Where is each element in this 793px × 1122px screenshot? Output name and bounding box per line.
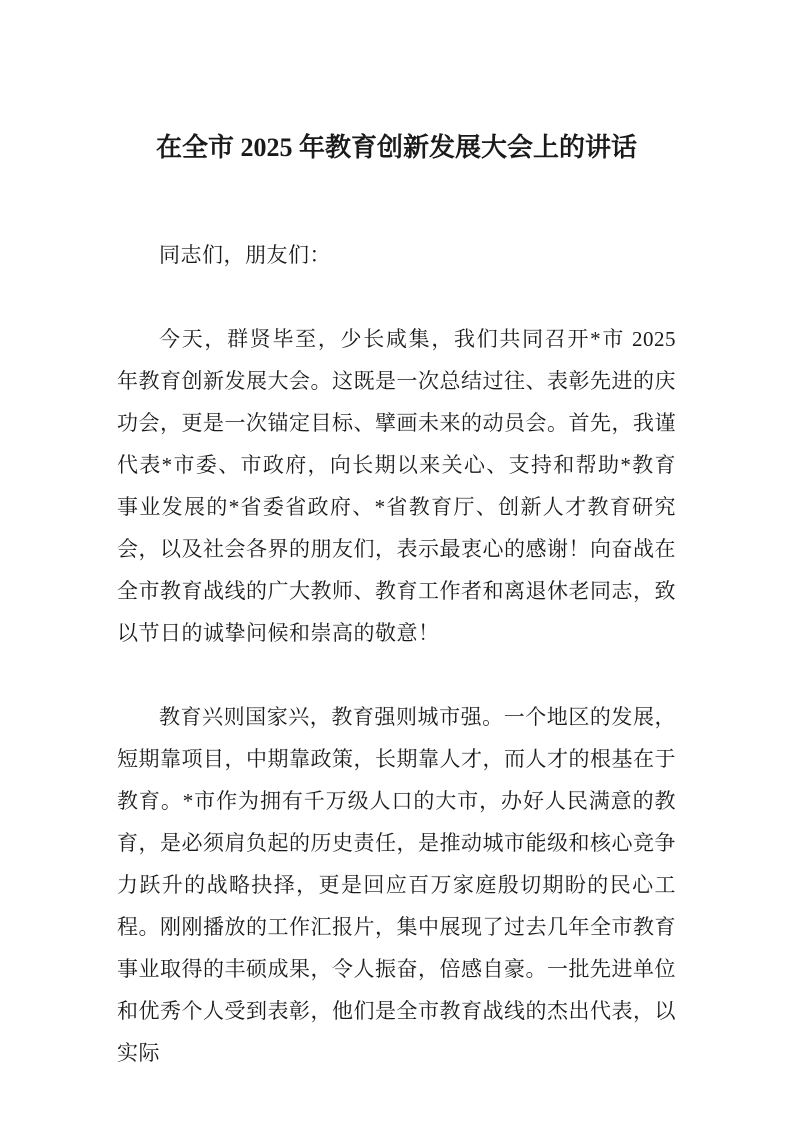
document-title: 在全市 2025 年教育创新发展大会上的讲话: [155, 133, 637, 162]
paragraph-education-importance: 教育兴则国家兴，教育强则城市强。一个地区的发展，短期靠项目，中期靠政策，长期靠人才，而人才的根基在于教育。*市作为拥有千万级人口的大市，办好人民满意的教育，是必须肩负起的历史责任，是推动城市能级和核心竞争力跃升的战略抉择，更是回应百万家庭殷切期盼的民心工程。刚刚播放的工作汇报片，集中展现了过去几年全市教育事业取得的丰硕成果，令人振奋，倍感自豪。一批先进单位和优秀个人受到表彰，他们是全市教育战线的杰出代表，以实际: [117, 705, 676, 1065]
salutation-line: 同志们，朋友们：: [159, 243, 331, 267]
paragraph-opening: 今天，群贤毕至，少长咸集，我们共同召开*市 2025 年教育创新发展大会。这既是一次总结过往、表彰先进的庆功会，更是一次锚定目标、擘画未来的动员会。首先，我谨代表*市委、市政府，向长期以来关心、支持和帮助*教育事业发展的*省委省政府、*省教育厅、创新人才教育研究会，以及社会各界的朋友们，表示最衷心的感谢！向奋战在全市教育战线的广大教师、教育工作者和离退休老同志，致以节日的诚挚问候和崇高的敬意！: [117, 327, 676, 645]
